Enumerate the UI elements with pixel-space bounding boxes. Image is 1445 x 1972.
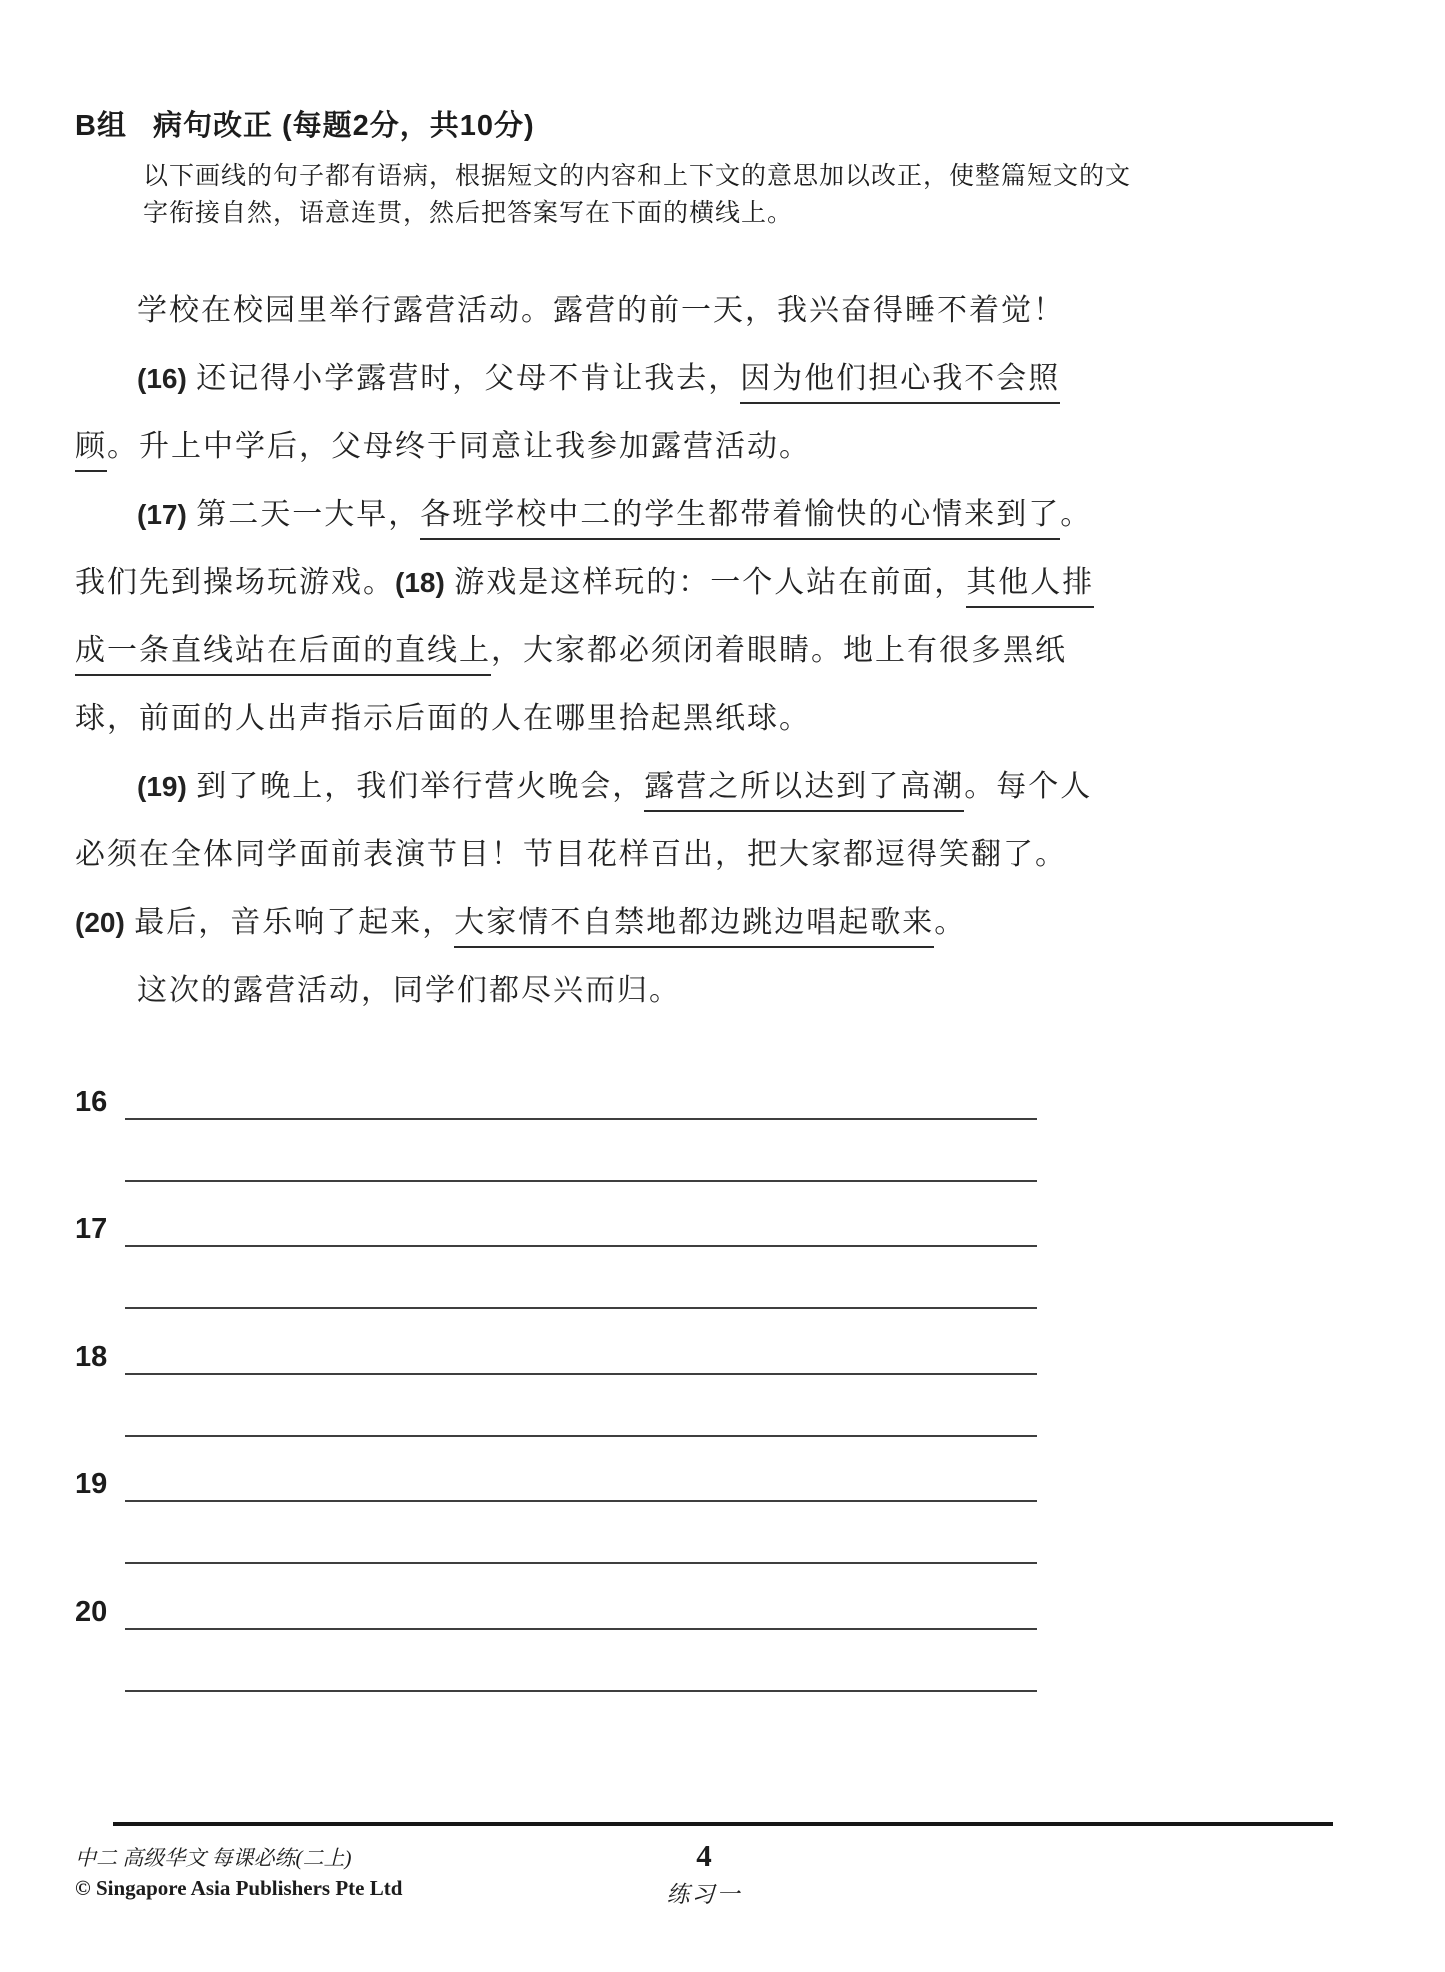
passage-line [75, 481, 1093, 549]
footer-center [75, 1840, 1333, 1906]
footer-series-title: 中二 高级华文 每课必练(二上) [75, 1846, 352, 1870]
underlined-error-text: 成一条直线站在后面的直线上 [75, 625, 491, 676]
passage-line [75, 549, 1095, 617]
passage-line [75, 685, 1047, 753]
passage-text: 最后，音乐响了起来， [124, 906, 455, 939]
passage-line [75, 617, 1067, 685]
answer-group-16 [75, 1086, 1037, 1213]
passage-text: 游戏是这样玩的：一个人站在前面， [444, 566, 967, 599]
question-number: (19) [137, 771, 187, 802]
answer-line [125, 1245, 1037, 1247]
instructions-line: 以下画线的句子都有语病，根据短文的内容和上下文的意思加以改正，使整篇短文的文 [143, 162, 1132, 190]
answer-group-17 [75, 1213, 1037, 1340]
answer-number: 18 [75, 1341, 108, 1373]
footer-rule [113, 1822, 1333, 1826]
answer-line [125, 1373, 1037, 1375]
passage-text: 这次的露营活动，同学们都尽兴而归。 [137, 974, 681, 1007]
passage-text: 球，前面的人出声指示后面的人在哪里拾起黑纸球。 [75, 702, 811, 735]
question-number: (17) [137, 499, 187, 530]
passage-text: 还记得小学露营时，父母不肯让我去， [186, 362, 741, 395]
underlined-error-text: 大家情不自禁地都边跳边唱起歌来 [454, 897, 934, 948]
footer-publisher: © Singapore Asia Publishers Pte Ltd [75, 1876, 403, 1900]
answer-line [125, 1628, 1037, 1630]
question-number: (20) [75, 907, 125, 938]
answer-number: 16 [75, 1086, 108, 1118]
answer-line [125, 1690, 1037, 1692]
passage-line [75, 821, 1067, 889]
underlined-error-text: 露营之所以达到了高潮 [644, 761, 964, 812]
section-title: 病句改正 (每题2分，共10分) [152, 110, 535, 142]
answer-line [125, 1307, 1037, 1309]
answer-number: 17 [75, 1213, 108, 1245]
question-number: (18) [395, 567, 445, 598]
underlined-error-text: 其他人排 [966, 557, 1094, 608]
answer-line [125, 1180, 1037, 1182]
question-number: (16) [137, 363, 187, 394]
passage-text: 。 [934, 906, 967, 939]
passage-line [75, 277, 1065, 345]
underlined-error-text: 因为他们担心我不会照 [740, 353, 1060, 404]
exercise-label: 练习一 [666, 1882, 742, 1907]
section-header [75, 103, 535, 144]
answer-group-20 [75, 1596, 1037, 1723]
page-number: 4 [696, 1838, 712, 1873]
passage-text: 。升上中学后，父母终于同意让我参加露营活动。 [107, 430, 811, 463]
answer-line [125, 1435, 1037, 1437]
passage-text: 。 [1060, 498, 1093, 531]
underlined-error-text: 顾 [75, 421, 107, 472]
instructions-line: 字衔接自然，语意连贯，然后把答案写在下面的横线上。 [143, 199, 794, 227]
answer-line [125, 1118, 1037, 1120]
answer-number: 19 [75, 1468, 108, 1500]
passage-text: 学校在校园里举行露营活动。露营的前一天，我兴奋得睡不着觉！ [137, 294, 1065, 327]
answer-group-18 [75, 1341, 1037, 1468]
passage-line [75, 889, 1047, 957]
passage-text: 第二天一大早， [186, 498, 421, 531]
answer-line [125, 1500, 1037, 1502]
passage [75, 277, 1095, 1025]
answer-number: 20 [75, 1596, 108, 1628]
passage-text: 。每个人 [964, 770, 1093, 803]
passage-text: 必须在全体同学面前表演节目！节目花样百出，把大家都逗得笑翻了。 [75, 838, 1067, 871]
instructions [143, 158, 1131, 232]
passage-text: 我们先到操场玩游戏。 [75, 566, 395, 599]
passage-line [75, 413, 1047, 481]
section-group-label: B组 [75, 110, 127, 142]
passage-line [75, 957, 1047, 1025]
underlined-error-text: 各班学校中二的学生都带着愉快的心情来到了 [420, 489, 1060, 540]
passage-line [75, 345, 1061, 413]
passage-text: ，大家都必须闭着眼睛。地上有很多黑纸 [491, 634, 1067, 667]
passage-text: 到了晚上，我们举行营火晚会， [186, 770, 645, 803]
answer-group-19 [75, 1468, 1037, 1595]
passage-line [75, 753, 1093, 821]
answer-line [125, 1562, 1037, 1564]
